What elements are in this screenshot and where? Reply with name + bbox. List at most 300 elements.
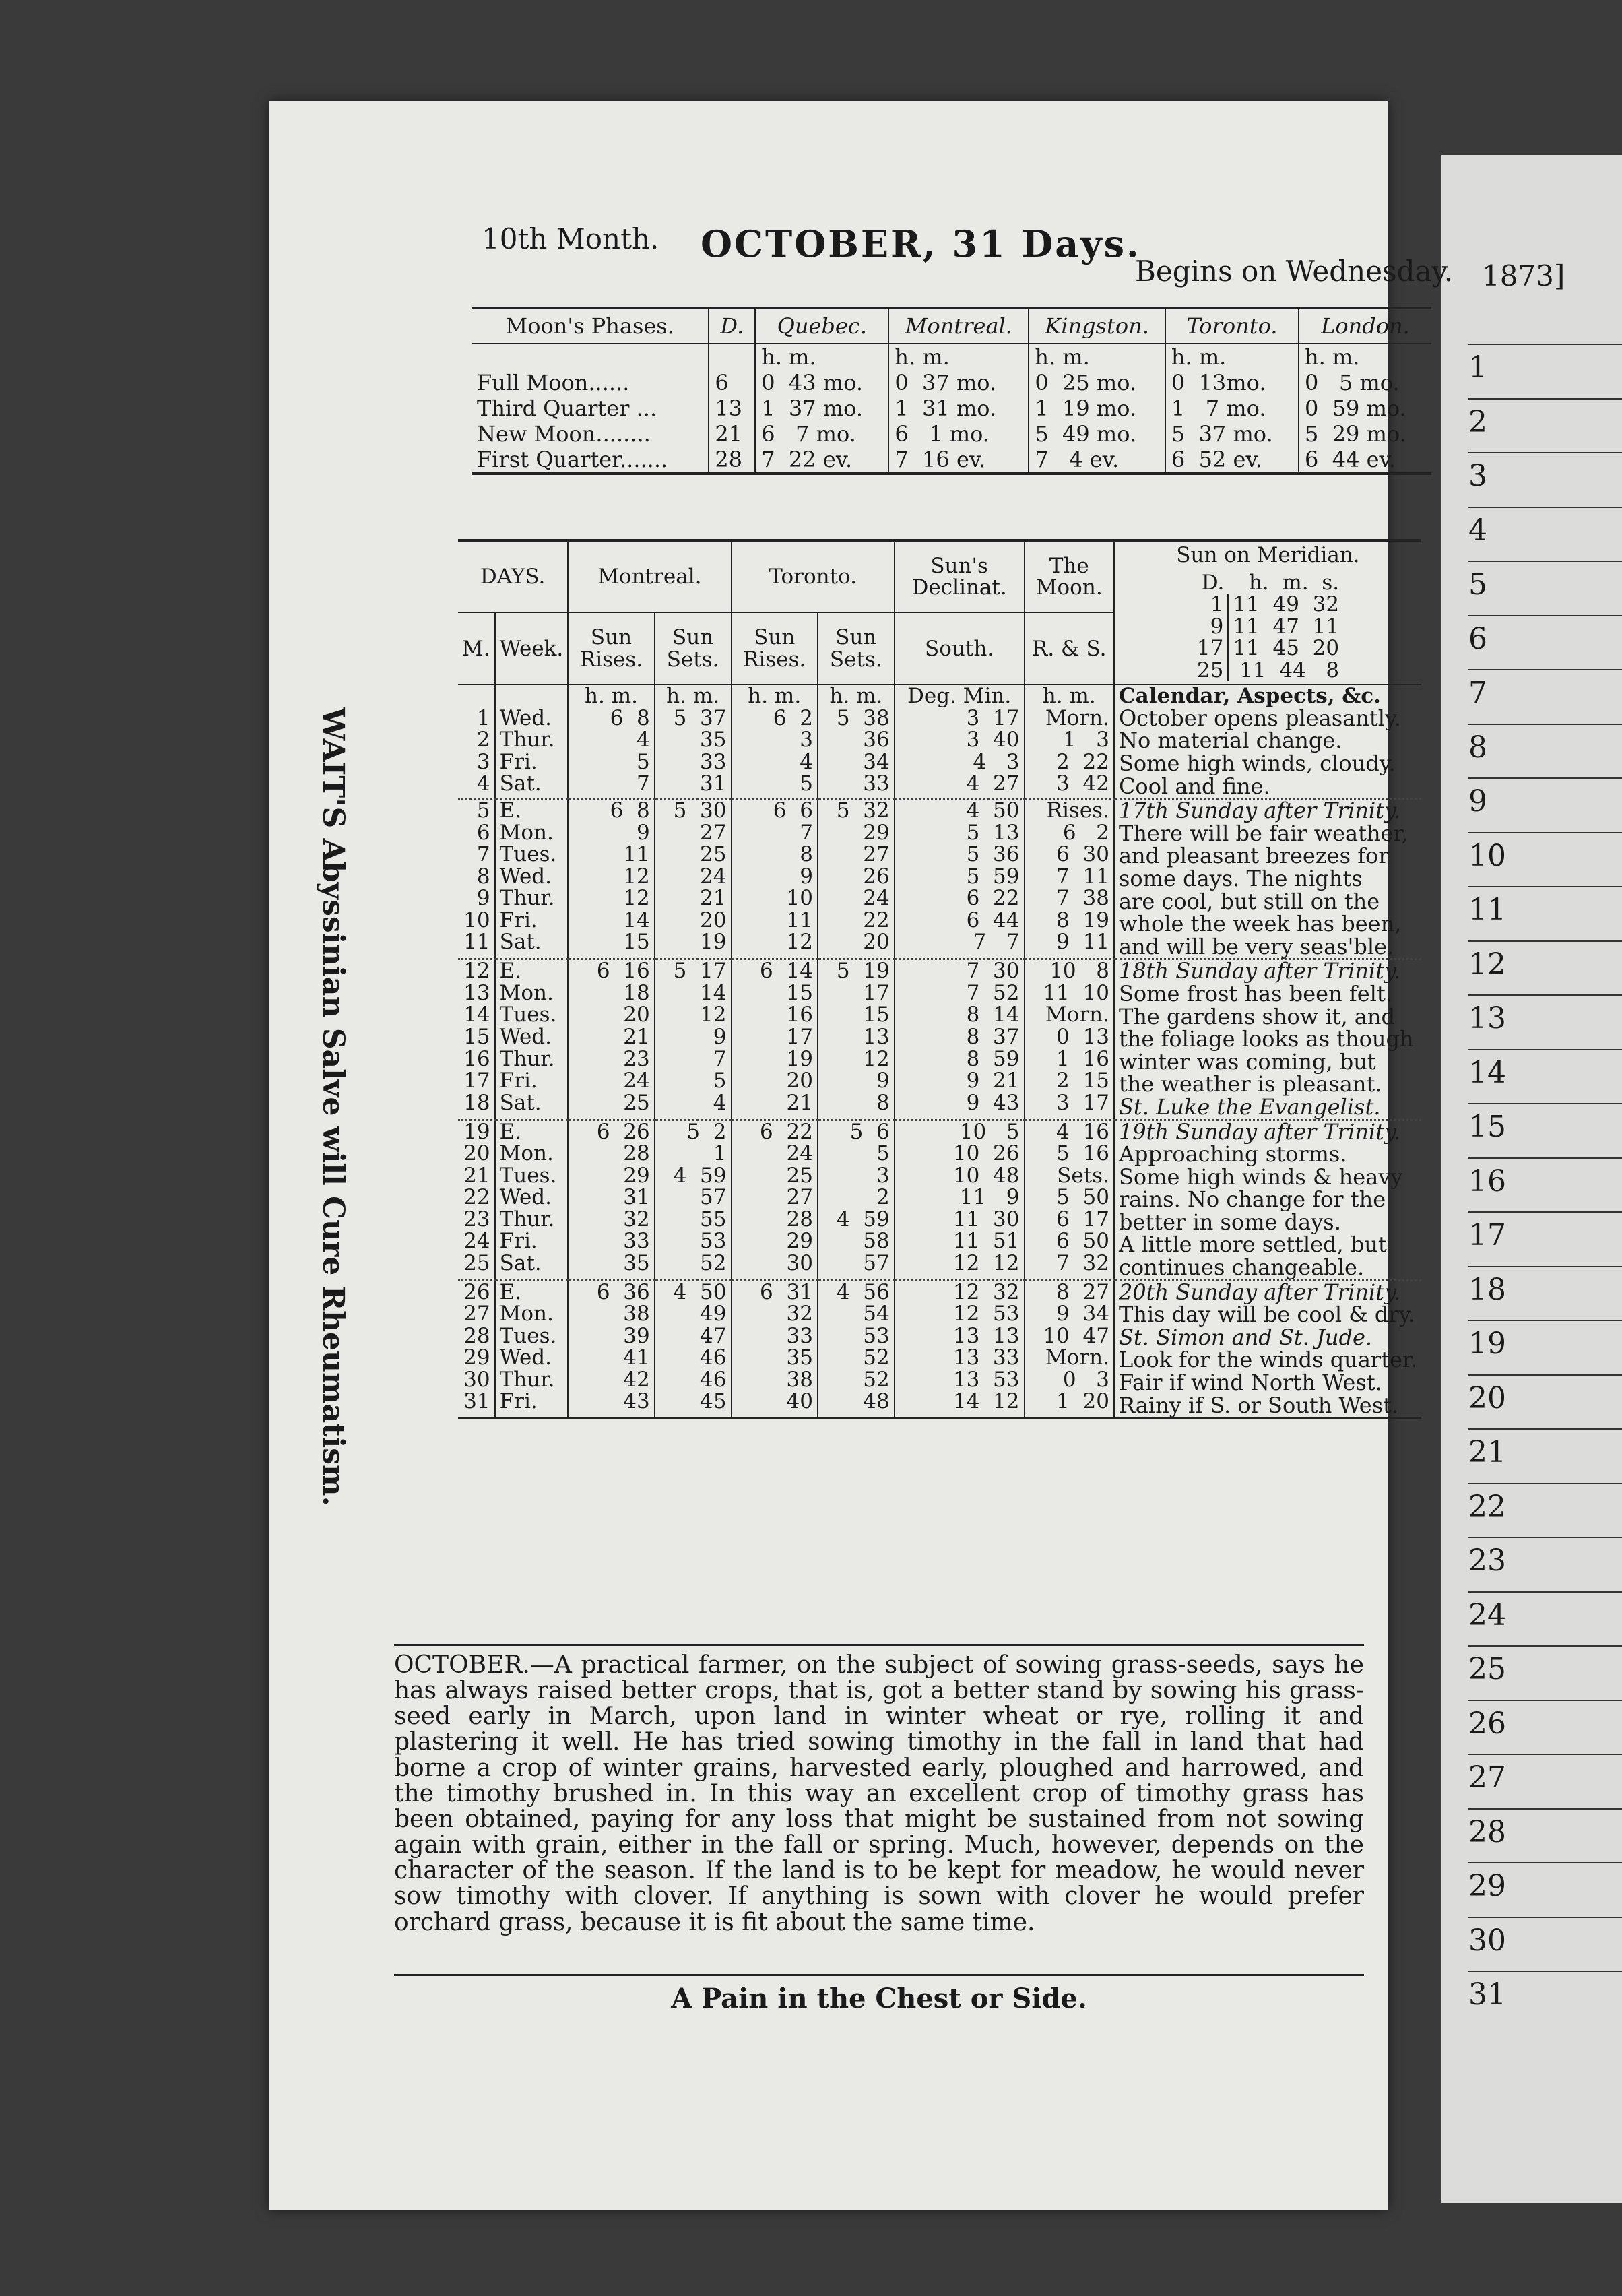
day-number: 27: [463, 1302, 490, 1327]
aspect-line: Approaching storms.: [1118, 1141, 1347, 1168]
weekday: Wed.: [499, 1185, 552, 1210]
day-number: 1: [476, 705, 490, 730]
day-number: 4: [476, 771, 490, 796]
montreal-rise: 35: [623, 1250, 650, 1275]
declination: 9 43: [966, 1090, 1020, 1115]
moon-phase-time: 1 31 mo.: [888, 395, 1029, 421]
montreal-set: 46: [700, 1345, 727, 1370]
facing-page-day: 7: [1468, 676, 1487, 710]
moon-unit: h. m.: [755, 344, 888, 370]
toronto-set: 36: [863, 728, 890, 753]
montreal-rise: 21: [623, 1025, 650, 1049]
facing-page-day: 6: [1468, 621, 1487, 656]
aspect-line: Rainy if S. or South West.: [1118, 1392, 1399, 1418]
moon-time: 6 30: [1056, 842, 1109, 867]
moon-phase-time: 7 4 ev.: [1029, 447, 1165, 472]
toronto-rise: 35: [786, 1345, 813, 1370]
toronto-rise: 8: [800, 842, 813, 867]
toronto-rise-cell: [732, 707, 818, 799]
toronto-rise: 38: [786, 1367, 813, 1392]
aspect-line: There will be fair weather,: [1118, 820, 1408, 846]
october-paragraph: OCTOBER.—A practical farmer, on the subject of sowing grass-seeds, says he has always raised better crops, that is, got a better stand by sowing his grass-seed early in March, upon land in winter wheat or rye, rolling it and plastering it well. He has tried sowing timothy in the fall in land that had borne a crop of winter grains, harvested early, ploughed and harrowed, and the timothy brushed in. In this way an excellent crop of timothy grass has been obtained, paying for any loss that might be sustained from not sowing again with grain, either in the fall or spring. Much, however, depends on the character of the season. If the land is to be kept for meadow, he would never sow timothy with clover. If anything is sown with clover he would prefer orchard grass, because it is fit about the same time.: [394, 1644, 1364, 1936]
declination: 8 37: [966, 1025, 1020, 1049]
toronto-rise: 3: [800, 728, 813, 753]
facing-page-rule: [1468, 452, 1622, 453]
weekday: Sat.: [499, 1090, 542, 1115]
meridian-value: 1: [1193, 594, 1228, 616]
weekday: Sat.: [499, 771, 542, 796]
aspect-line: and pleasant breezes for: [1118, 843, 1389, 869]
day-number: 28: [463, 1323, 490, 1348]
moon-time: Morn.: [1045, 1345, 1109, 1370]
day-number: 30: [463, 1367, 490, 1392]
aspect-line: A little more settled, but: [1118, 1232, 1387, 1258]
toronto-header: Toronto.: [732, 542, 895, 612]
day-number: 26: [463, 1279, 490, 1304]
moon-time: 3 17: [1056, 1090, 1109, 1115]
day-number-cell: [458, 959, 495, 1120]
moon-phase-day: 6: [709, 370, 755, 395]
moon-phase-time: 5 29 mo.: [1299, 421, 1431, 447]
moon-time-cell: [1025, 1120, 1114, 1280]
declination: 12 53: [952, 1302, 1020, 1327]
weekday: Fri.: [499, 907, 538, 932]
montreal-set: 47: [700, 1323, 727, 1348]
moon-time: 3 42: [1056, 771, 1109, 796]
montreal-set: 35: [700, 728, 727, 753]
weekday: E.: [499, 1279, 522, 1304]
facing-page-day: 4: [1468, 513, 1487, 548]
montreal-set: 12: [700, 1002, 727, 1027]
facing-page-day: 28: [1468, 1814, 1506, 1849]
day-number-cell: [458, 707, 495, 799]
montreal-rise: 15: [623, 930, 650, 955]
day-number: 24: [463, 1229, 490, 1254]
facing-page-rule: [1468, 1266, 1622, 1267]
facing-page-rule: [1468, 1483, 1622, 1484]
moon-phase-name: Full Moon......: [477, 370, 630, 395]
meridian-value: 11 47 11: [1233, 614, 1340, 639]
toronto-set: 5 32: [836, 798, 890, 823]
declination: 5 13: [966, 820, 1020, 845]
unit-blank: [458, 684, 495, 707]
unit-hm: h. m.: [1025, 684, 1114, 707]
montreal-rise-cell: [568, 1280, 654, 1417]
toronto-set-cell: [818, 959, 895, 1120]
facing-page-day: 16: [1468, 1163, 1506, 1199]
facing-page-rule: [1468, 398, 1622, 400]
aspect-line: rains. No change for the: [1118, 1186, 1386, 1213]
calendar-table: [458, 539, 1421, 1419]
moon-phase-time: 0 43 mo.: [755, 370, 888, 395]
declination: 3 40: [966, 728, 1020, 753]
moon-phase-time: 1 19 mo.: [1029, 395, 1165, 421]
toronto-set: 24: [863, 886, 890, 911]
toronto-set-cell: [818, 1120, 895, 1280]
montreal-rise: 43: [623, 1389, 650, 1414]
montreal-set: 9: [713, 1025, 727, 1049]
montreal-rise-cell: [568, 707, 654, 799]
aspect-line: 17th Sunday after Trinity.: [1118, 798, 1401, 824]
moon-phase-time: 1 37 mo.: [755, 395, 888, 421]
weekday: Fri.: [499, 1069, 538, 1093]
toronto-rise: 16: [786, 1002, 813, 1027]
moon-phase-time: 0 25 mo.: [1029, 370, 1165, 395]
moon-phase-day: 28: [709, 447, 755, 472]
facing-page-day: 8: [1468, 730, 1487, 765]
declination: 14 12: [952, 1389, 1020, 1414]
day-number: 31: [463, 1389, 490, 1414]
facing-page-day: 15: [1468, 1110, 1506, 1144]
moon-time: 6 17: [1056, 1207, 1109, 1232]
toronto-rise-cell: [732, 959, 818, 1120]
montreal-rise: 14: [623, 907, 650, 932]
weekday: Mon.: [499, 980, 554, 1005]
toronto-set: 29: [863, 820, 890, 845]
weekday: E.: [499, 1119, 522, 1144]
toronto-set: 48: [863, 1389, 890, 1414]
aspects-cell: [1114, 959, 1421, 1120]
day-number-cell: [458, 1280, 495, 1417]
facing-page-day: 3: [1468, 459, 1487, 493]
toronto-set-header: Sun Sets.: [818, 612, 895, 684]
declination: 13 53: [952, 1367, 1020, 1392]
facing-page-rule: [1468, 615, 1622, 616]
week-header: Week.: [495, 612, 569, 684]
aspect-line: some days. The nights: [1118, 865, 1363, 891]
weekday: Mon.: [499, 1141, 554, 1166]
moon-time-cell: [1025, 799, 1114, 959]
meridian-value: 11 45 20: [1233, 636, 1340, 661]
toronto-set: 52: [863, 1345, 890, 1370]
moon-unit: h. m.: [1029, 344, 1165, 370]
toronto-rise: 6 31: [760, 1279, 813, 1304]
montreal-set: 27: [700, 820, 727, 845]
facing-page-day: 20: [1468, 1380, 1506, 1415]
moon-time: 8 27: [1056, 1279, 1109, 1304]
meridian-value: 9: [1193, 616, 1228, 638]
montreal-set-cell: [655, 799, 732, 959]
aspect-line: The gardens show it, and: [1118, 1003, 1395, 1029]
moon-time: 1 3: [1062, 728, 1109, 753]
begins-day: Begins on Wednesday.: [1135, 255, 1454, 288]
moon-unit: h. m.: [888, 344, 1029, 370]
toronto-rise: 24: [786, 1141, 813, 1166]
aspect-line: No material change.: [1118, 728, 1342, 754]
moon-time-cell: [1025, 1280, 1114, 1417]
day-number: 10: [463, 907, 490, 932]
aspects-cell: [1114, 799, 1421, 959]
facing-page-day: 30: [1468, 1923, 1506, 1958]
toronto-rise: 33: [786, 1323, 813, 1348]
weekday: Tues.: [499, 1163, 557, 1188]
aspect-line: This day will be cool & dry.: [1118, 1302, 1415, 1328]
declination: 12 32: [952, 1279, 1020, 1304]
facing-page-day: 18: [1468, 1272, 1506, 1307]
facing-page-rule: [1468, 1320, 1622, 1321]
facing-page-rule: [1468, 1591, 1622, 1593]
moon-time: Morn.: [1045, 705, 1109, 730]
montreal-set: 7: [713, 1046, 727, 1071]
toronto-rise: 6 22: [760, 1119, 813, 1144]
month-number: 10th Month.: [482, 222, 659, 255]
facing-page-rule: [1468, 1537, 1622, 1538]
declination-cell: [895, 799, 1025, 959]
facing-page-rule: [1468, 1374, 1622, 1376]
toronto-set: 17: [863, 980, 890, 1005]
montreal-set-cell: [655, 1120, 732, 1280]
declination: 4 50: [966, 798, 1020, 823]
facing-page-day: 12: [1468, 947, 1506, 982]
weekday-cell: [495, 707, 569, 799]
moon-time: 2 15: [1056, 1069, 1109, 1093]
weekday-cell: [495, 1120, 569, 1280]
facing-page-day: 25: [1468, 1652, 1506, 1686]
toronto-rise: 6 2: [773, 705, 813, 730]
montreal-rise: 6 16: [596, 959, 650, 984]
day-number: 18: [463, 1090, 490, 1115]
montreal-rise: 41: [623, 1345, 650, 1370]
aspect-line: Fair if wind North West.: [1118, 1370, 1382, 1396]
moon-phase-name: New Moon........: [477, 421, 651, 447]
side-advertisement: WAIT'S Abyssinian Salve will Cure Rheumatism.: [316, 707, 350, 1506]
facing-page-rule: [1468, 669, 1622, 670]
facing-page-rule: [1468, 1917, 1622, 1918]
weekday: Wed.: [499, 1025, 552, 1049]
unit-hm: h. m.: [568, 684, 654, 707]
moon-phase-time: 6 1 mo.: [888, 421, 1029, 447]
toronto-rise-cell: [732, 799, 818, 959]
moon-phase-header: Moon's Phases.: [472, 309, 709, 344]
declination-cell: [895, 707, 1025, 799]
montreal-rise: 33: [623, 1229, 650, 1254]
moon-time: 7 32: [1056, 1250, 1109, 1275]
aspect-line: October opens pleasantly.: [1118, 705, 1401, 731]
montreal-set: 5: [713, 1069, 727, 1093]
day-number: 8: [476, 864, 490, 889]
facing-page-rule: [1468, 1971, 1622, 1972]
toronto-set: 58: [863, 1229, 890, 1254]
day-number: 7: [476, 842, 490, 867]
toronto-set: 54: [863, 1302, 890, 1327]
day-number: 14: [463, 1002, 490, 1027]
day-number: 12: [463, 959, 490, 984]
montreal-rise-cell: [568, 959, 654, 1120]
aspect-line: and will be very seas'ble.: [1118, 933, 1394, 959]
toronto-set-cell: [818, 1280, 895, 1417]
toronto-set: 5 19: [836, 959, 890, 984]
montreal-set: 4 59: [673, 1163, 727, 1188]
facing-page-day: 23: [1468, 1543, 1506, 1578]
weekday: Fri.: [499, 1389, 538, 1414]
moon-time: 4 16: [1056, 1119, 1109, 1144]
toronto-set: 5: [876, 1141, 890, 1166]
montreal-set: 5 2: [686, 1119, 727, 1144]
toronto-set: 4 59: [836, 1207, 890, 1232]
weekday: Thur.: [499, 728, 555, 753]
montreal-rise-header: Sun Rises.: [568, 612, 654, 684]
toronto-set: 9: [876, 1069, 890, 1093]
toronto-rise: 6 6: [773, 798, 813, 823]
moon-phase-time: 5 49 mo.: [1029, 421, 1165, 447]
toronto-rise: 30: [786, 1250, 813, 1275]
weekday: Mon.: [499, 820, 554, 845]
moon-time: 0 3: [1062, 1367, 1109, 1392]
toronto-set: 27: [863, 842, 890, 867]
montreal-set: 52: [700, 1250, 727, 1275]
day-number: 19: [463, 1119, 490, 1144]
montreal-rise: 6 26: [596, 1119, 650, 1144]
weekday-cell: [495, 959, 569, 1120]
montreal-rise-cell: [568, 799, 654, 959]
moon-time: Rises.: [1046, 798, 1109, 823]
weekday: Tues.: [499, 1323, 557, 1348]
facing-page-rule: [1468, 1428, 1622, 1430]
facing-page-day: 21: [1468, 1435, 1506, 1469]
declination: 9 21: [966, 1069, 1020, 1093]
declination: 10 26: [952, 1141, 1020, 1166]
montreal-rise: 23: [623, 1046, 650, 1071]
declination: 13 33: [952, 1345, 1020, 1370]
toronto-set: 13: [863, 1025, 890, 1049]
weekday: Sat.: [499, 930, 542, 955]
toronto-set: 5 6: [849, 1119, 890, 1144]
toronto-set: 20: [863, 930, 890, 955]
moon-header: The Moon.: [1025, 542, 1114, 612]
day-number: 6: [476, 820, 490, 845]
moon-unit: h. m.: [1299, 344, 1431, 370]
meridian-value: 17: [1193, 637, 1228, 660]
facing-page-rule: [1468, 561, 1622, 562]
montreal-set-cell: [655, 707, 732, 799]
montreal-set: 55: [700, 1207, 727, 1232]
declination: 4 3: [973, 749, 1020, 774]
day-number-cell: [458, 1120, 495, 1280]
montreal-set: 57: [700, 1185, 727, 1210]
montreal-set-cell: [655, 959, 732, 1120]
montreal-set: 4 50: [673, 1279, 727, 1304]
toronto-rise: 40: [786, 1389, 813, 1414]
moon-phases-table: [472, 307, 1431, 475]
declination-cell: [895, 959, 1025, 1120]
montreal-set: 4: [713, 1090, 727, 1115]
moon-time-cell: [1025, 707, 1114, 799]
facing-page-rule: [1468, 1049, 1622, 1050]
toronto-set: 52: [863, 1367, 890, 1392]
declination: 7 52: [966, 980, 1020, 1005]
facing-page-day: 14: [1468, 1055, 1506, 1090]
weekday: Tues.: [499, 1002, 557, 1027]
facing-page-rule: [1468, 1645, 1622, 1647]
facing-page-rule: [1468, 1103, 1622, 1104]
toronto-rise: 6 14: [760, 959, 813, 984]
declination-header: Sun's Declinat.: [895, 542, 1025, 612]
m-header: M.: [458, 612, 495, 684]
montreal-rise: 31: [623, 1185, 650, 1210]
montreal-rise: 42: [623, 1367, 650, 1392]
montreal-rise: 25: [623, 1090, 650, 1115]
aspects-cell: [1114, 1280, 1421, 1417]
moon-day-header: D.: [709, 309, 755, 344]
day-number: 21: [463, 1163, 490, 1188]
montreal-set: 21: [700, 886, 727, 911]
montreal-set: 14: [700, 980, 727, 1005]
toronto-set: 15: [863, 1002, 890, 1027]
facing-page-day: 5: [1468, 567, 1487, 602]
weekday: E.: [499, 959, 522, 984]
facing-page-day: 1: [1468, 350, 1487, 385]
facing-page-day: 9: [1468, 784, 1487, 819]
meridian-col-header: D.: [1201, 570, 1225, 595]
moon-phase-time: 6 52 ev.: [1165, 447, 1299, 472]
facing-page-rule: [1468, 1862, 1622, 1863]
day-number: 15: [463, 1025, 490, 1049]
montreal-rise: 29: [623, 1163, 650, 1188]
facing-page-day: 31: [1468, 1977, 1506, 2012]
days-header: DAYS.: [458, 542, 568, 612]
toronto-set-cell: [818, 707, 895, 799]
toronto-rise: 20: [786, 1069, 813, 1093]
aspect-line: whole the week has been,: [1118, 911, 1402, 937]
aspect-line: are cool, but still on the: [1118, 888, 1380, 914]
aspects-cell: [1114, 1120, 1421, 1280]
footer-advert: A Pain in the Chest or Side.: [394, 1974, 1364, 2014]
toronto-set: 12: [863, 1046, 890, 1071]
moon-city-header: Toronto.: [1165, 309, 1299, 344]
montreal-set: 31: [700, 771, 727, 796]
moon-phase-time: 7 22 ev.: [755, 447, 888, 472]
weekday: Mon.: [499, 1302, 554, 1327]
toronto-rise-cell: [732, 1280, 818, 1417]
moon-phase-day: 21: [709, 421, 755, 447]
facing-page-rule: [1468, 344, 1622, 345]
moon-unit-blank: [709, 344, 755, 370]
facing-page-day: 10: [1468, 838, 1506, 873]
declination: 11 51: [952, 1229, 1020, 1254]
facing-page-rule: [1468, 994, 1622, 996]
declination: 5 36: [966, 842, 1020, 867]
day-number: 22: [463, 1185, 490, 1210]
toronto-set: 33: [863, 771, 890, 796]
moon-time: 6 50: [1056, 1229, 1109, 1254]
day-number: 16: [463, 1046, 490, 1071]
aspect-line: better in some days.: [1118, 1209, 1341, 1235]
day-number: 20: [463, 1141, 490, 1166]
montreal-set: 49: [700, 1302, 727, 1327]
weekday-cell: [495, 799, 569, 959]
rs-header: R. & S.: [1025, 612, 1114, 684]
facing-page-rule: [1468, 832, 1622, 833]
montreal-rise: 12: [623, 864, 650, 889]
moon-time: 9 11: [1056, 930, 1109, 955]
toronto-set: 4 56: [836, 1279, 890, 1304]
south-header: South.: [895, 612, 1025, 684]
aspect-line: continues changeable.: [1118, 1254, 1365, 1281]
montreal-set-cell: [655, 1280, 732, 1417]
weekday: Thur.: [499, 886, 555, 911]
moon-phase-time: 6 7 mo.: [755, 421, 888, 447]
facing-page-day: 22: [1468, 1489, 1506, 1524]
toronto-rise: 9: [800, 864, 813, 889]
moon-time: 7 11: [1056, 864, 1109, 889]
facing-page-day: 26: [1468, 1706, 1506, 1741]
year: 1873]: [1482, 259, 1565, 292]
declination: 8 14: [966, 1002, 1020, 1027]
aspect-line: Cool and fine.: [1118, 773, 1270, 799]
aspect-line: 20th Sunday after Trinity.: [1118, 1279, 1401, 1305]
day-number: 9: [476, 886, 490, 911]
facing-page-rule: [1468, 777, 1622, 779]
